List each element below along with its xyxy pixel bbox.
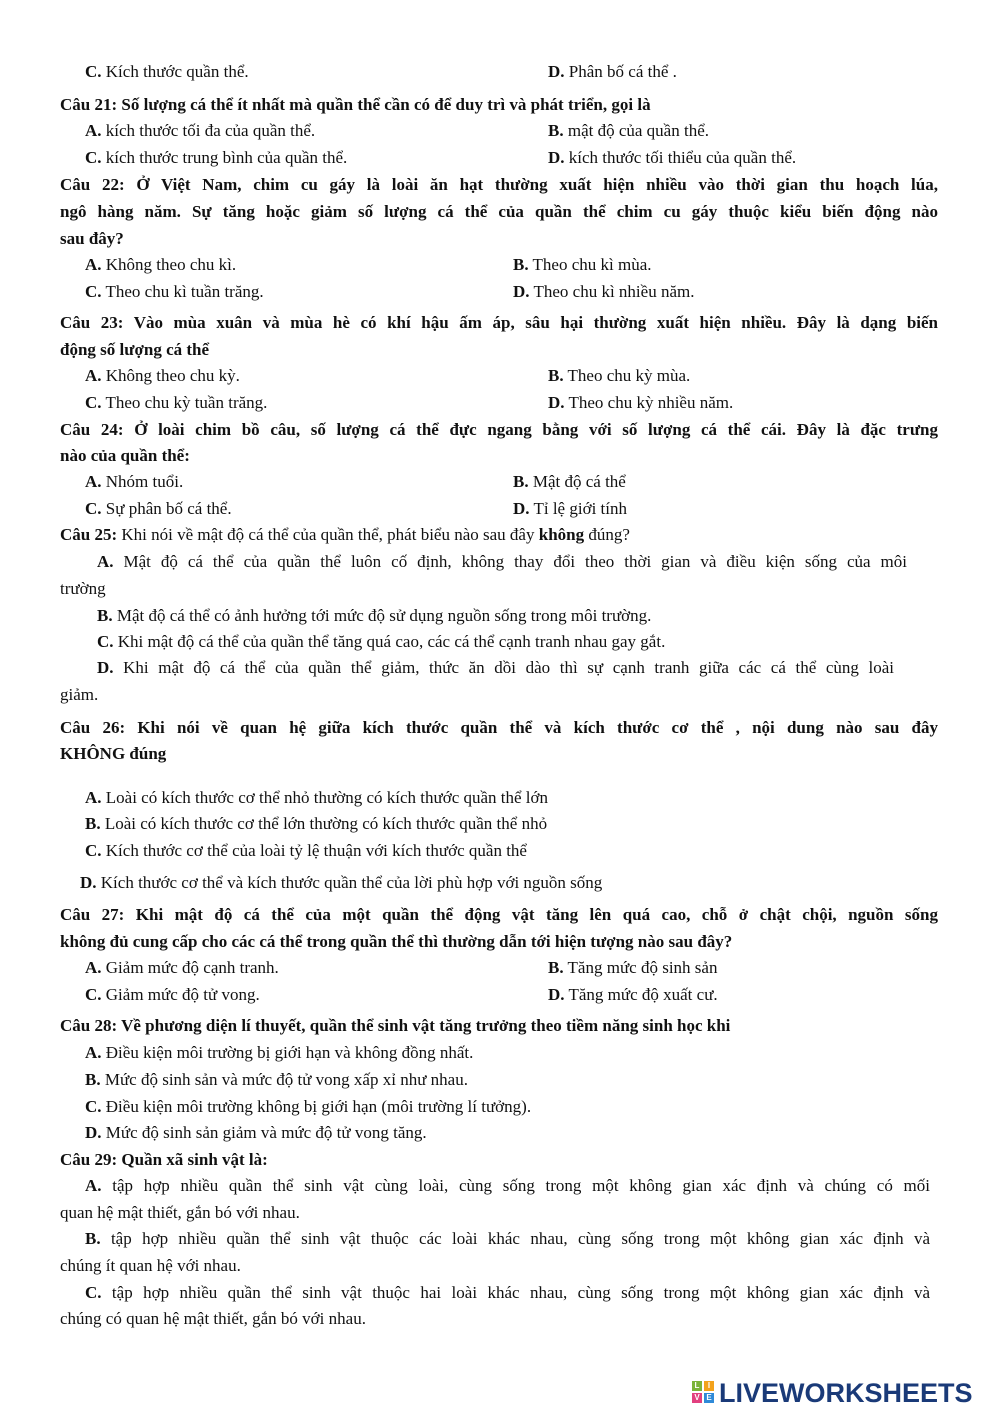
q27-option-a[interactable]: A. Giảm mức độ cạnh tranh. (85, 958, 279, 977)
q21-option-c[interactable]: C. kích thước trung bình của quần thể. (85, 148, 348, 167)
q24-option-a[interactable]: A. Nhóm tuổi. (85, 472, 184, 491)
q24-option-b[interactable]: B. Mật độ cá thể (513, 472, 626, 491)
q25-option-d[interactable]: D. Khi mật độ cá thể của quần thể giảm, thức ăn dồi dào thì sự cạnh tranh giữa các cá thể cùng loài (97, 658, 894, 677)
question-25-title: Câu 25: Khi nói về mật độ cá thể của quần thể, phát biểu nào sau đây không đúng? (60, 525, 630, 544)
q21-option-d[interactable]: D. kích thước tối thiểu của quần thể. (548, 148, 797, 167)
q24-option-c[interactable]: C. Sự phân bố cá thể. (85, 499, 232, 518)
q25-option-b[interactable]: B. Mật độ cá thể có ảnh hưởng tới mức độ sử dụng nguồn sống trong môi trường. (97, 606, 652, 625)
question-27-line-1: Câu 27: Khi mật độ cá thể của một quần thể động vật tăng lên quá cao, chỗ ở chật chội, nguồn sống (60, 905, 938, 924)
q24-option-d[interactable]: D. Tỉ lệ giới tính (513, 499, 627, 518)
q29-option-a-cont: quan hệ mật thiết, gắn bó với nhau. (60, 1203, 300, 1222)
q27-option-d[interactable]: D. Tăng mức độ xuất cư. (548, 985, 718, 1004)
question-22-line-1: Câu 22: Ở Việt Nam, chim cu gáy là loài ăn hạt thường xuất hiện nhiều vào thời gian thu hoạch lúa, (60, 175, 938, 194)
question-26-line-2: KHÔNG đúng (60, 744, 167, 763)
q23-option-a[interactable]: A. Không theo chu kỳ. (85, 366, 240, 385)
q25-option-a[interactable]: A. Mật độ cá thể của quần thể luôn cố định, không thay đổi theo thời gian và điều kiện sống của môi (97, 552, 907, 571)
q28-option-b[interactable]: B. Mức độ sinh sản và mức độ tử vong xấp xỉ như nhau. (85, 1070, 468, 1089)
q25-option-c[interactable]: C. Khi mật độ cá thể của quần thể tăng quá cao, các cá thể cạnh tranh nhau gay gắt. (97, 632, 666, 651)
q25-option-a-cont: trường (60, 579, 106, 598)
liveworksheets-wordmark: LIVEWORKSHEETS (719, 1377, 973, 1408)
q26-option-c[interactable]: C. Kích thước cơ thể của loài tỷ lệ thuận với kích thước quần thể (85, 841, 527, 860)
question-24-line-2: nào của quần thể: (60, 446, 190, 465)
question-23-line-1: Câu 23: Vào mùa xuân và mùa hè có khí hậu ấm áp, sâu hại thường xuất hiện nhiều. Đây là dạng biến (60, 313, 938, 332)
q29-option-b[interactable]: B. tập hợp nhiều quần thể sinh vật thuộc các loài khác nhau, cùng sống trong một không gian xác định và (85, 1229, 930, 1248)
question-24-line-1: Câu 24: Ở loài chim bồ câu, số lượng cá thể đực ngang bằng với số lượng cá thể cái. Đây là đặc trưng (60, 420, 938, 439)
q26-option-b[interactable]: B. Loài có kích thước cơ thể lớn thường có kích thước quần thể nhỏ (85, 814, 548, 833)
q29-option-b-cont: chúng ít quan hệ với nhau. (60, 1256, 241, 1275)
q29-option-c-cont: chúng có quan hệ mật thiết, gắn bó với nhau. (60, 1309, 366, 1328)
q27-option-c[interactable]: C. Giảm mức độ tử vong. (85, 985, 260, 1004)
q29-option-a[interactable]: A. tập hợp nhiều quần thể sinh vật cùng loài, cùng sống trong một không gian xác định và chúng có mối (85, 1176, 930, 1195)
q25-option-d-cont: giảm. (60, 685, 99, 704)
question-27-line-2: không đủ cung cấp cho các cá thể trong quần thể thì thường dẫn tới hiện tượng nào sau đây? (60, 932, 733, 951)
q28-option-c[interactable]: C. Điều kiện môi trường không bị giới hạn (môi trường lí tưởng). (85, 1097, 532, 1116)
option-d[interactable]: D. Phân bố cá thể . (548, 62, 677, 81)
liveworksheets-badge-icon: L I V E (692, 1379, 716, 1407)
question-22-line-2: ngô hàng năm. Sự tăng hoặc giảm số lượng cá thể của quần thể chim cu gáy thuộc kiểu biến động nào (60, 202, 938, 221)
question-26-line-1: Câu 26: Khi nói về quan hệ giữa kích thước quần thể và kích thước cơ thể , nội dung nào sau đây (60, 718, 938, 737)
question-28-title: Câu 28: Về phương diện lí thuyết, quần thể sinh vật tăng trưởng theo tiềm năng sinh học khi (60, 1016, 731, 1035)
liveworksheets-logo (692, 1376, 973, 1410)
q23-option-d[interactable]: D. Theo chu kỳ nhiều năm. (548, 393, 734, 412)
q23-option-c[interactable]: C. Theo chu kỳ tuần trăng. (85, 393, 268, 412)
q28-option-a[interactable]: A. Điều kiện môi trường bị giới hạn và không đồng nhất. (85, 1043, 474, 1062)
q29-option-c[interactable]: C. tập hợp nhiều quần thể sinh vật thuộc hai loài khác nhau, cùng sống trong một không gian xác định và (85, 1283, 930, 1302)
q28-option-d[interactable]: D. Mức độ sinh sản giảm và mức độ tử vong tăng. (85, 1123, 427, 1142)
q26-option-d[interactable]: D. Kích thước cơ thể và kích thước quần thể của lời phù hợp với nguồn sống (80, 873, 603, 892)
q27-option-b[interactable]: B. Tăng mức độ sinh sản (548, 958, 718, 977)
question-21-title: Câu 21: Số lượng cá thể ít nhất mà quần thể cần có để duy trì và phát triển, gọi là (60, 95, 651, 114)
q21-option-a[interactable]: A. kích thước tối đa của quần thể. (85, 121, 316, 140)
q26-option-a[interactable]: A. Loài có kích thước cơ thể nhỏ thường có kích thước quần thể lớn (85, 788, 549, 807)
q22-option-d[interactable]: D. Theo chu kì nhiều năm. (513, 282, 695, 301)
question-23-line-2: động số lượng cá thể (60, 340, 210, 359)
q23-option-b[interactable]: B. Theo chu kỳ mùa. (548, 366, 691, 385)
q21-option-b[interactable]: B. mật độ của quần thể. (548, 121, 709, 140)
q22-option-c[interactable]: C. Theo chu kì tuần trăng. (85, 282, 264, 301)
option-c[interactable]: C. Kích thước quần thể. (85, 62, 249, 81)
question-29-title: Câu 29: Quần xã sinh vật là: (60, 1150, 268, 1169)
q22-option-b[interactable]: B. Theo chu kì mùa. (513, 255, 652, 274)
question-22-line-3: sau đây? (60, 229, 124, 248)
q22-option-a[interactable]: A. Không theo chu kì. (85, 255, 237, 274)
